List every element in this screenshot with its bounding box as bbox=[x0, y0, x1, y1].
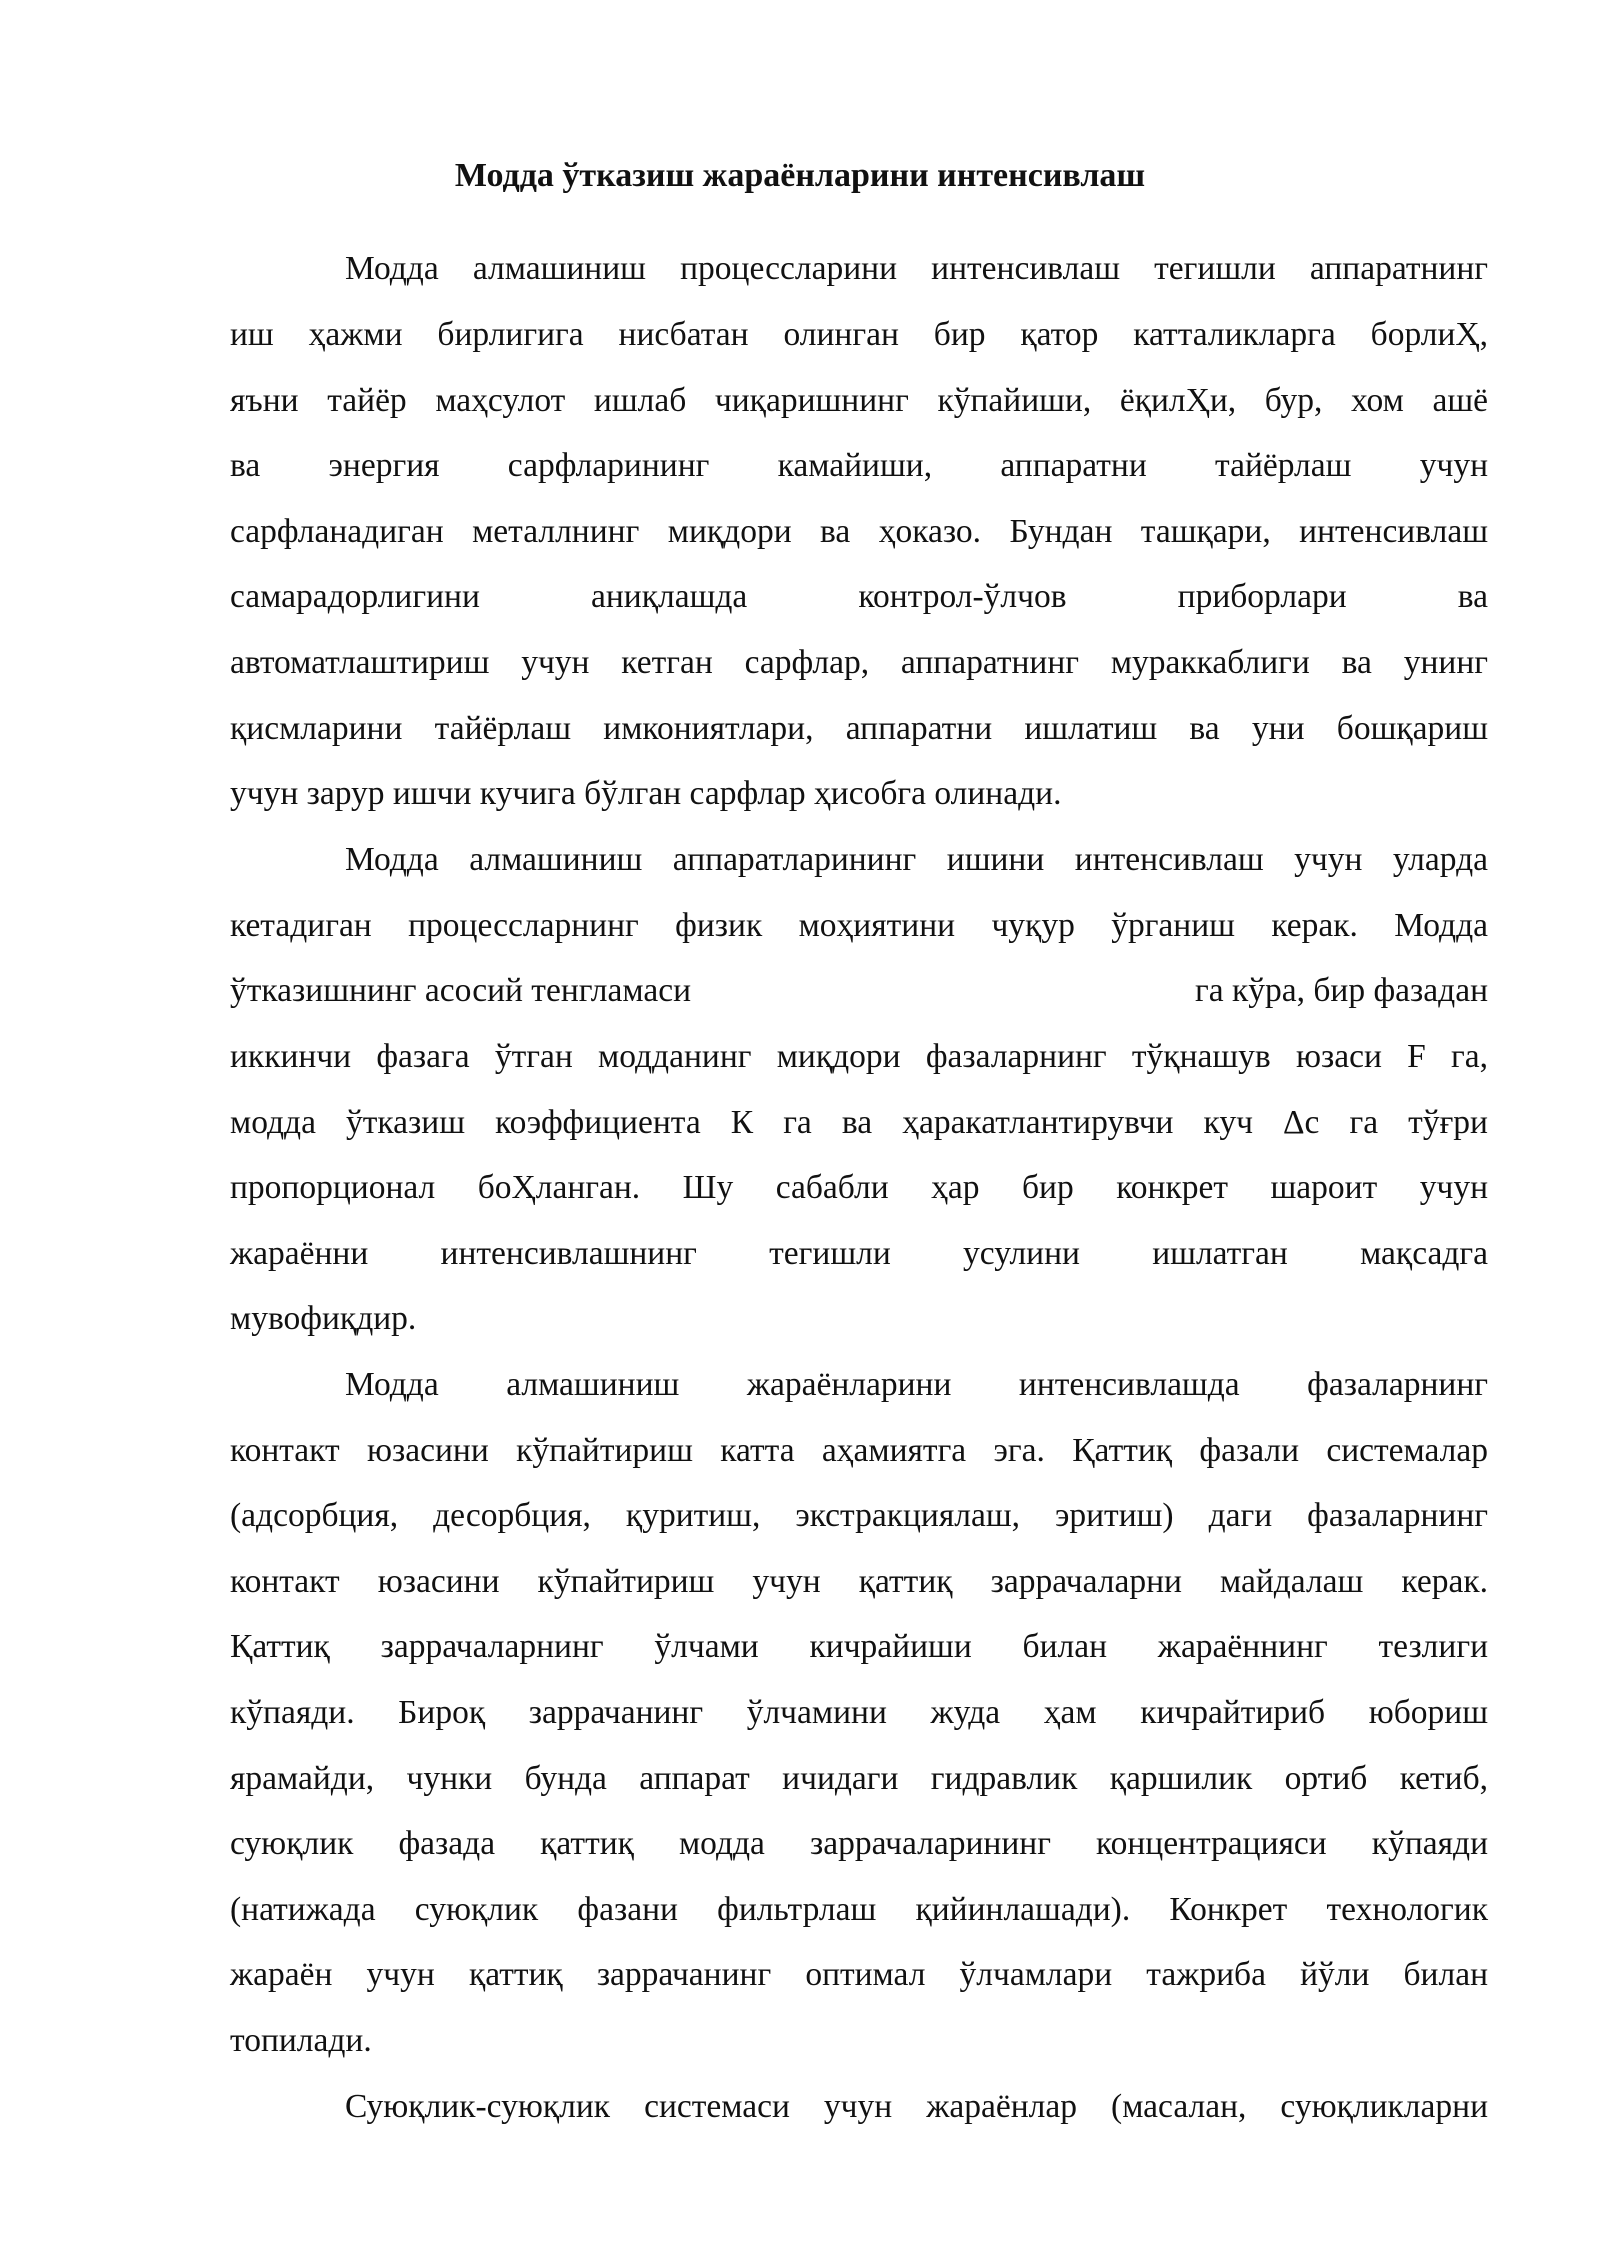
text-line: кўпаяди. Бироқ заррачанинг ўлчамини жуда ҳам кичрайтириб юбориш bbox=[230, 1694, 1488, 1731]
text-segment: ўтказишнинг асосий тенгламаси bbox=[230, 972, 692, 1009]
text-line: жараённи интенсивлашнинг тегишли усулини ишлатган мақсадга bbox=[230, 1235, 1488, 1272]
text-line: мувофиқдир. bbox=[230, 1300, 417, 1337]
text-line: учун зарур ишчи кучига бўлган сарфлар ҳисобга олинади. bbox=[230, 775, 1062, 812]
text-line: кетадиган процессларнинг физик моҳиятини чуқур ўрганиш керак. Модда bbox=[230, 907, 1488, 944]
text-line: жараён учун қаттиқ заррачанинг оптимал ўлчамлари тажриба йўли билан bbox=[230, 1956, 1488, 1993]
text-line: яъни тайёр маҳсулот ишлаб чиқаришнинг кўпайиши, ёқилҲи, бур, хом ашё bbox=[230, 382, 1488, 419]
text-line: контакт юзасини кўпайтириш катта аҳамиятга эга. Қаттиқ фазали системалар bbox=[230, 1432, 1488, 1469]
text-line: суюқлик фазада қаттиқ модда заррачаларининг концентрацияси кўпаяди bbox=[230, 1825, 1488, 1862]
text-segment: га кўра, бир фазадан bbox=[1195, 972, 1488, 1009]
text-line: Модда алмашиниш аппаратларининг ишини интенсивлаш учун уларда bbox=[345, 841, 1488, 878]
text-line: модда ўтказиш коэффициента К га ва ҳаракатлантирувчи куч Δс га тўғри bbox=[230, 1104, 1488, 1141]
text-line: сарфланадиган металлнинг миқдори ва ҳоказо. Бундан ташқари, интенсивлаш bbox=[230, 513, 1488, 550]
text-line: (натижада суюқлик фазани фильтрлаш қийинлашади). Конкрет технологик bbox=[230, 1891, 1488, 1928]
text-line: иккинчи фазага ўтган модданинг миқдори фазаларнинг тўқнашув юзаси F га, bbox=[230, 1038, 1488, 1075]
text-line: автоматлаштириш учун кетган сарфлар, аппаратнинг мураккаблиги ва унинг bbox=[230, 644, 1488, 681]
text-line: Модда алмашиниш процессларини интенсивлаш тегишли аппаратнинг bbox=[345, 250, 1488, 287]
text-line: ярамайди, чунки бунда аппарат ичидаги гидравлик қаршилик ортиб кетиб, bbox=[230, 1760, 1488, 1797]
text-line: ва энергия сарфларининг камайиши, аппаратни тайёрлаш учун bbox=[230, 447, 1488, 484]
text-line: Модда алмашиниш жараёнларини интенсивлашда фазаларнинг bbox=[345, 1366, 1488, 1403]
text-line: (адсорбция, десорбция, қуритиш, экстракциялаш, эритиш) даги фазаларнинг bbox=[230, 1497, 1488, 1534]
text-line: пропорционал боҲланган. Шу сабабли ҳар бир конкрет шароит учун bbox=[230, 1169, 1488, 1206]
text-line-with-equation-gap bbox=[230, 958, 1488, 1024]
text-line: қисмларини тайёрлаш имкониятлари, аппаратни ишлатиш ва уни бошқариш bbox=[230, 710, 1488, 747]
text-line: Қаттиқ заррачаларнинг ўлчами кичрайиши билан жараённинг тезлиги bbox=[230, 1628, 1488, 1665]
text-line: самарадорлигини аниқлашда контрол-ўлчов приборлари ва bbox=[230, 578, 1488, 615]
text-line: контакт юзасини кўпайтириш учун қаттиқ заррачаларни майдалаш керак. bbox=[230, 1563, 1488, 1600]
text-line: иш ҳажми бирлигига нисбатан олинган бир қатор катталикларга борлиҲ, bbox=[230, 316, 1488, 353]
text-line: топилади. bbox=[230, 2022, 372, 2059]
text-line: Суюқлик-суюқлик системаси учун жараёнлар (масалан, суюқликларни bbox=[345, 2088, 1488, 2125]
document-title: Модда ўтказиш жараёнларини интенсивлаш bbox=[454, 157, 1146, 194]
